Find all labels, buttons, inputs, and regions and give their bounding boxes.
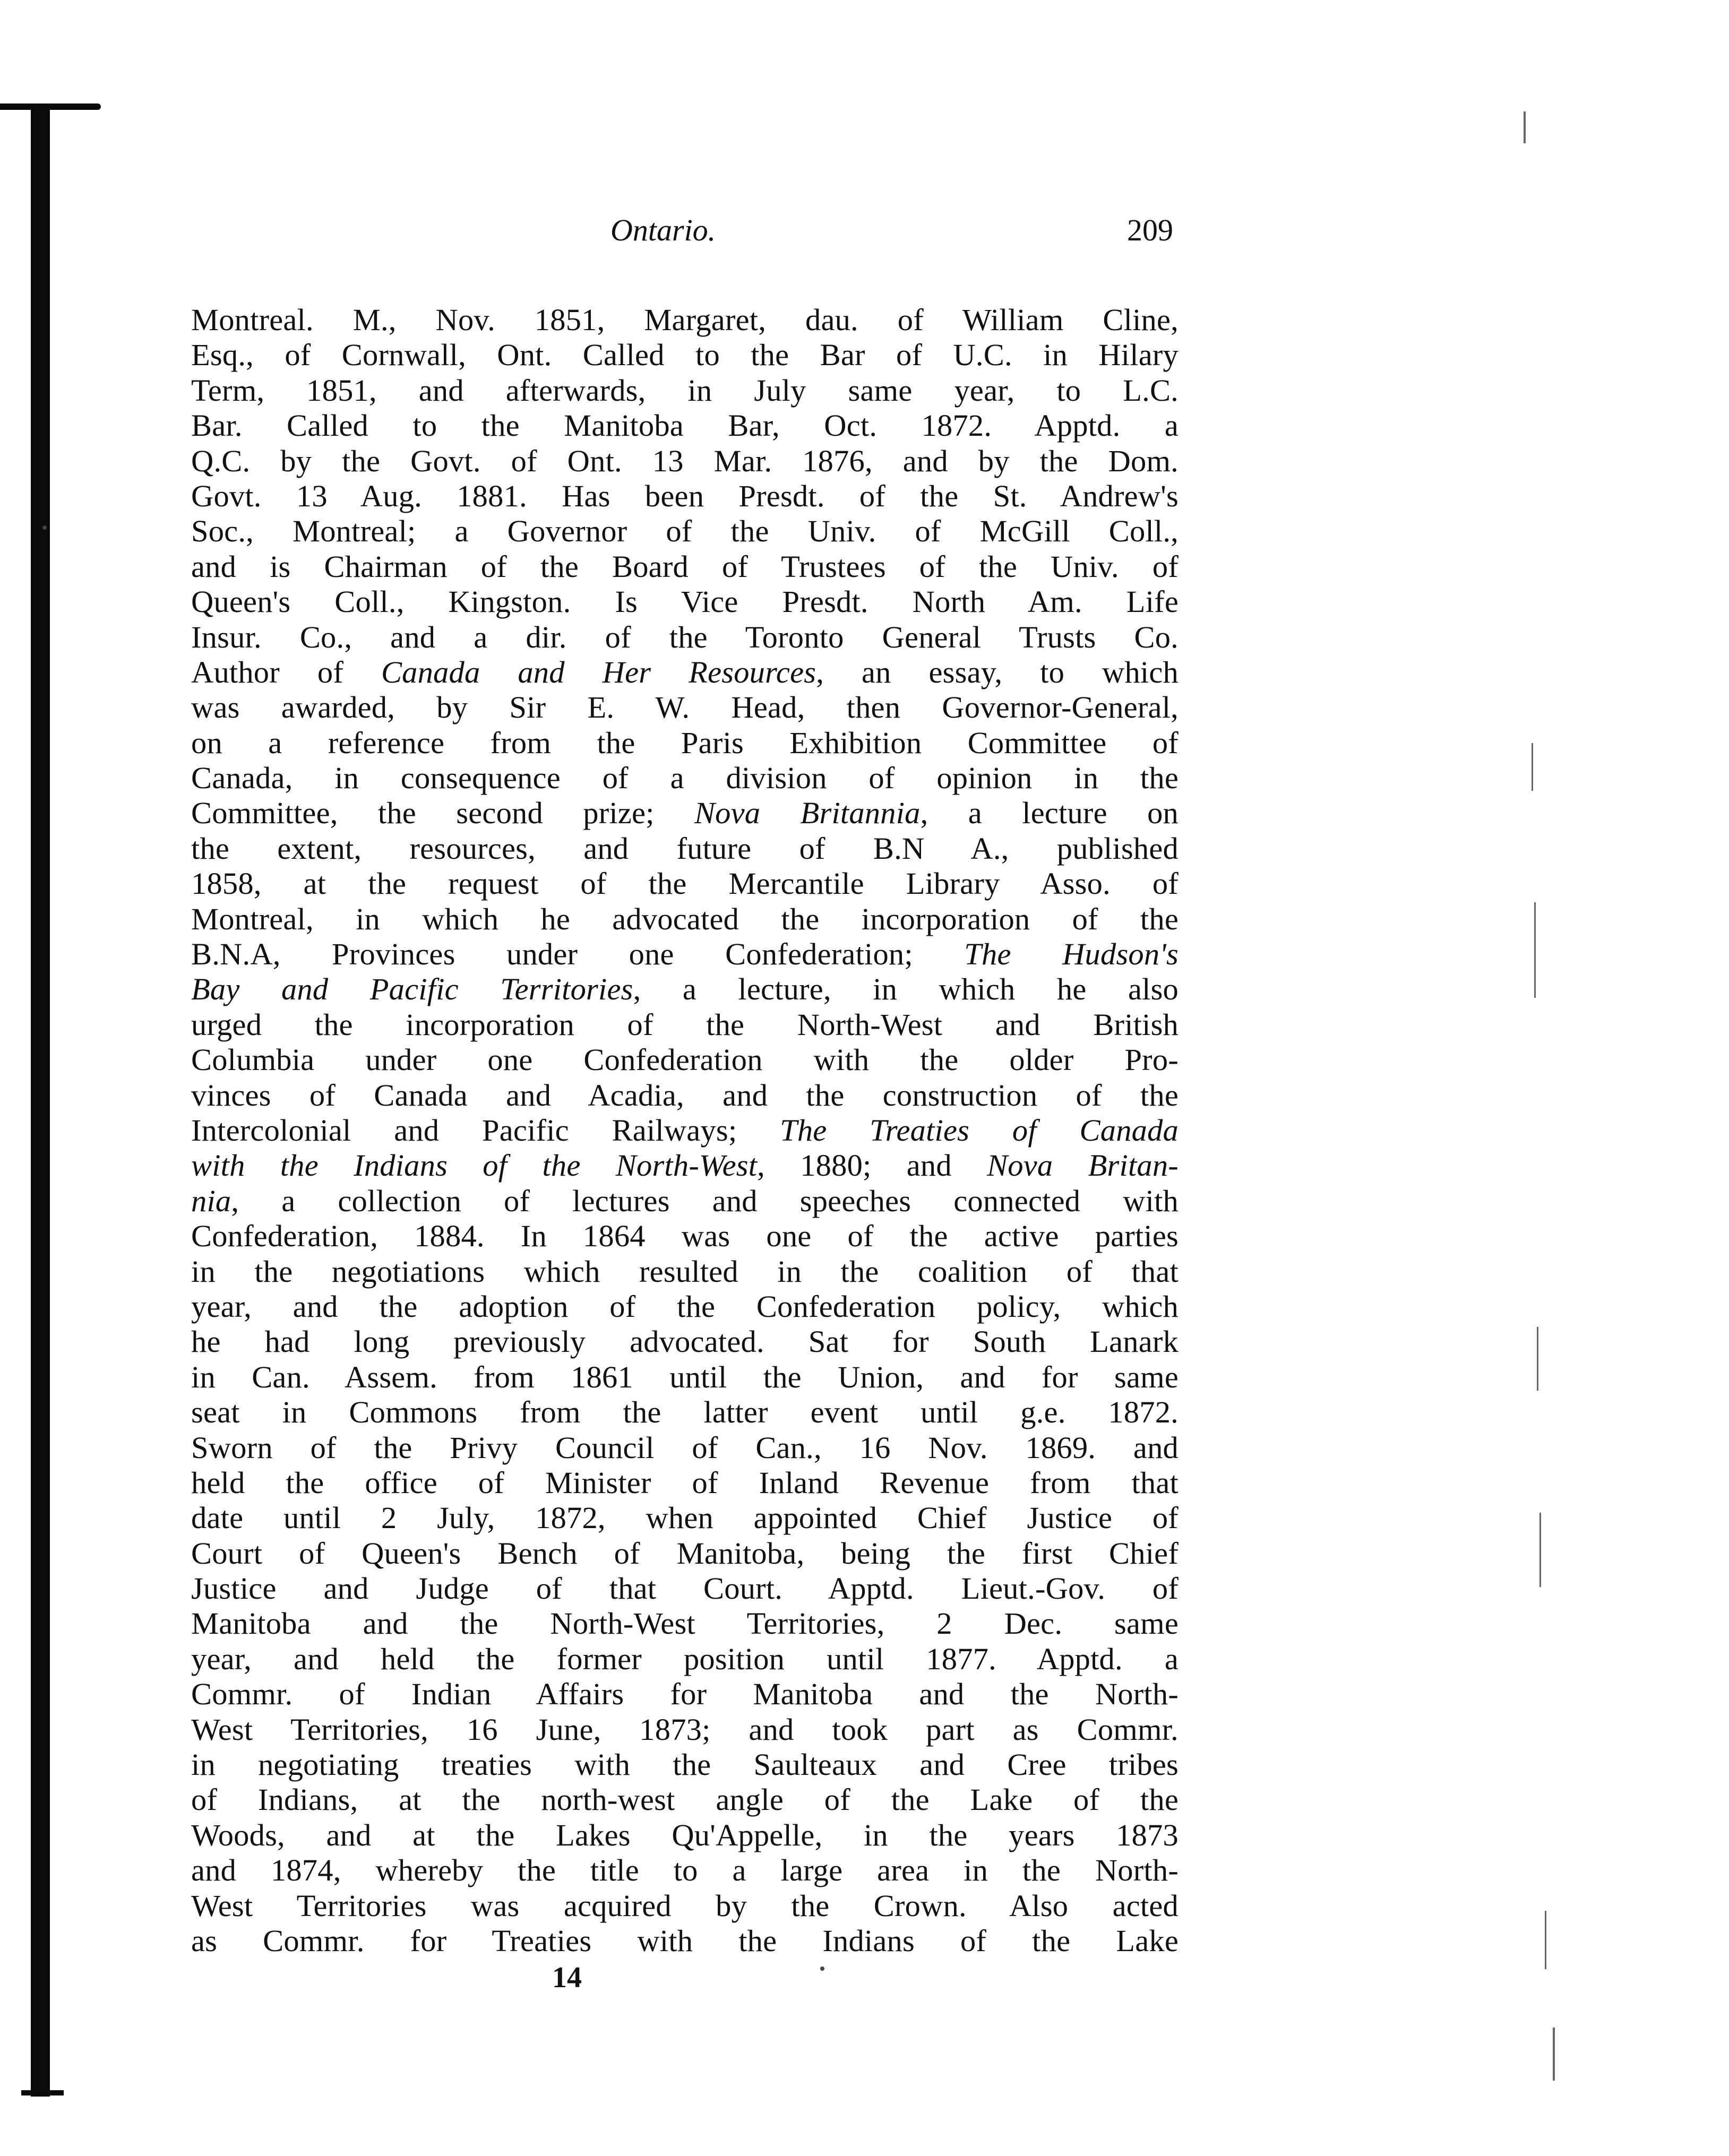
text-line: Term, 1851, and afterwards, in July same year, to L.C. xyxy=(191,373,1179,408)
running-head-title: Ontario. xyxy=(610,213,716,247)
text-line: Manitoba and the North-West Territories, 2 Dec. same xyxy=(191,1606,1179,1641)
text-line: on a reference from the Paris Exhibition Committee of xyxy=(191,725,1179,760)
text-line: and is Chairman of the Board of Trustees of the Univ. of xyxy=(191,549,1179,584)
text-run: Committee, the second prize; xyxy=(191,796,694,831)
text-line: West Territories, 16 June, 1873; and took part as Commr. xyxy=(191,1712,1179,1747)
scan-mark xyxy=(1532,743,1533,791)
text-line: Esq., of Cornwall, Ont. Called to the Bar of U.C. in Hilary xyxy=(191,338,1179,373)
book-page xyxy=(191,212,1179,1995)
italic-title: Bay and Pacific Territories xyxy=(191,972,633,1007)
text-line xyxy=(191,796,1179,831)
text-line: Sworn of the Privy Council of Can., 16 Nov. 1869. and xyxy=(191,1430,1179,1465)
text-run: B.N.A, Provinces under one Confederation; xyxy=(191,937,965,972)
text-line: the extent, resources, and future of B.N A., published xyxy=(191,831,1179,866)
text-line: Bar. Called to the Manitoba Bar, Oct. 1872. Apptd. a xyxy=(191,408,1179,443)
text-line: year, and the adoption of the Confederation policy, which xyxy=(191,1289,1179,1324)
signature-mark: 14 xyxy=(552,1961,582,1995)
text-line: Canada, in consequence of a division of opinion in the xyxy=(191,761,1179,796)
italic-title: The Hudson's xyxy=(964,937,1179,972)
italic-title: nia xyxy=(191,1183,231,1218)
text-line: in negotiating treaties with the Saulteaux and Cree tribes xyxy=(191,1747,1179,1782)
text-line: Commr. of Indian Affairs for Manitoba and the North- xyxy=(191,1677,1179,1712)
text-line: in the negotiations which resulted in the coalition of that xyxy=(191,1254,1179,1289)
text-line xyxy=(191,1184,1179,1219)
text-line: Govt. 13 Aug. 1881. Has been Presdt. of the St. Andrew's xyxy=(191,478,1179,513)
scan-mark xyxy=(1539,1513,1541,1587)
body-text xyxy=(191,303,1179,1959)
text-line: year, and held the former position until 1877. Apptd. a xyxy=(191,1641,1179,1676)
text-run: , 1880; and xyxy=(757,1148,987,1183)
text-line: vinces of Canada and Acadia, and the construction of the xyxy=(191,1077,1179,1113)
text-line: Confederation, 1884. In 1864 was one of the active parties xyxy=(191,1219,1179,1254)
text-run: , a collection of lectures and speeches connected with xyxy=(231,1183,1179,1218)
text-line: and 1874, whereby the title to a large area in the North- xyxy=(191,1853,1179,1888)
text-line xyxy=(191,1148,1179,1183)
text-line: urged the incorporation of the North-West and British xyxy=(191,1007,1179,1042)
italic-title: The Treaties of Canada xyxy=(780,1113,1179,1148)
text-line: Insur. Co., and a dir. of the Toronto General Trusts Co. xyxy=(191,619,1179,654)
text-line: in Can. Assem. from 1861 until the Union, and for same xyxy=(191,1359,1179,1394)
text-line xyxy=(191,937,1179,972)
text-run: Author of xyxy=(191,654,381,689)
text-line: was awarded, by Sir E. W. Head, then Governor-General, xyxy=(191,690,1179,725)
text-line: Queen's Coll., Kingston. Is Vice Presdt. North Am. Life xyxy=(191,584,1179,619)
binding-top-edge xyxy=(0,104,101,110)
running-head xyxy=(191,212,1179,271)
text-line: Justice and Judge of that Court. Apptd. Lieut.-Gov. of xyxy=(191,1571,1179,1606)
text-run: , a lecture, in which he also xyxy=(633,972,1179,1007)
text-line xyxy=(191,1113,1179,1148)
text-line: Court of Queen's Bench of Manitoba, being the first Chief xyxy=(191,1536,1179,1571)
text-line: 1858, at the request of the Mercantile Library Asso. of xyxy=(191,866,1179,901)
text-line: date until 2 July, 1872, when appointed Chief Justice of xyxy=(191,1500,1179,1536)
text-line xyxy=(191,655,1179,690)
italic-title: Nova Britannia xyxy=(694,796,921,831)
scan-mark xyxy=(1534,902,1536,998)
scan-mark xyxy=(1545,1911,1546,1969)
italic-title: Canada and Her Resources xyxy=(381,654,816,689)
scan-mark xyxy=(1524,111,1526,143)
text-line: Soc., Montreal; a Governor of the Univ. of McGill Coll., xyxy=(191,514,1179,549)
binding-shadow xyxy=(31,109,50,2097)
text-line: of Indians, at the north-west angle of the Lake of the xyxy=(191,1782,1179,1817)
text-line: Montreal, in which he advocated the incorporation of the xyxy=(191,901,1179,936)
text-line xyxy=(191,972,1179,1007)
italic-title: Nova Britan- xyxy=(987,1148,1179,1183)
scan-mark xyxy=(1553,2028,1555,2081)
text-line: he had long previously advocated. Sat for South Lanark xyxy=(191,1324,1179,1359)
scan-mark xyxy=(1537,1327,1538,1391)
text-line: Q.C. by the Govt. of Ont. 13 Mar. 1876, and by the Dom. xyxy=(191,443,1179,478)
text-run: Intercolonial and Pacific Railways; xyxy=(191,1113,780,1148)
text-run: , a lecture on xyxy=(920,796,1179,831)
text-line: as Commr. for Treaties with the Indians of the Lake xyxy=(191,1923,1179,1958)
scan-speck xyxy=(42,525,47,530)
text-line: held the office of Minister of Inland Revenue from that xyxy=(191,1465,1179,1500)
text-line: West Territories was acquired by the Crown. Also acted xyxy=(191,1888,1179,1923)
italic-title: with the Indians of the North-West xyxy=(191,1148,758,1183)
text-line: seat in Commons from the latter event until g.e. 1872. xyxy=(191,1395,1179,1430)
text-line: Columbia under one Confederation with the older Pro- xyxy=(191,1042,1179,1077)
text-line: Montreal. M., Nov. 1851, Margaret, dau. of William Cline, xyxy=(191,303,1179,337)
binding-bottom-edge xyxy=(21,2090,64,2095)
text-run: , an essay, to which xyxy=(816,654,1179,689)
text-line: Woods, and at the Lakes Qu'Appelle, in the years 1873 xyxy=(191,1817,1179,1852)
page-number: 209 xyxy=(1127,213,1173,247)
